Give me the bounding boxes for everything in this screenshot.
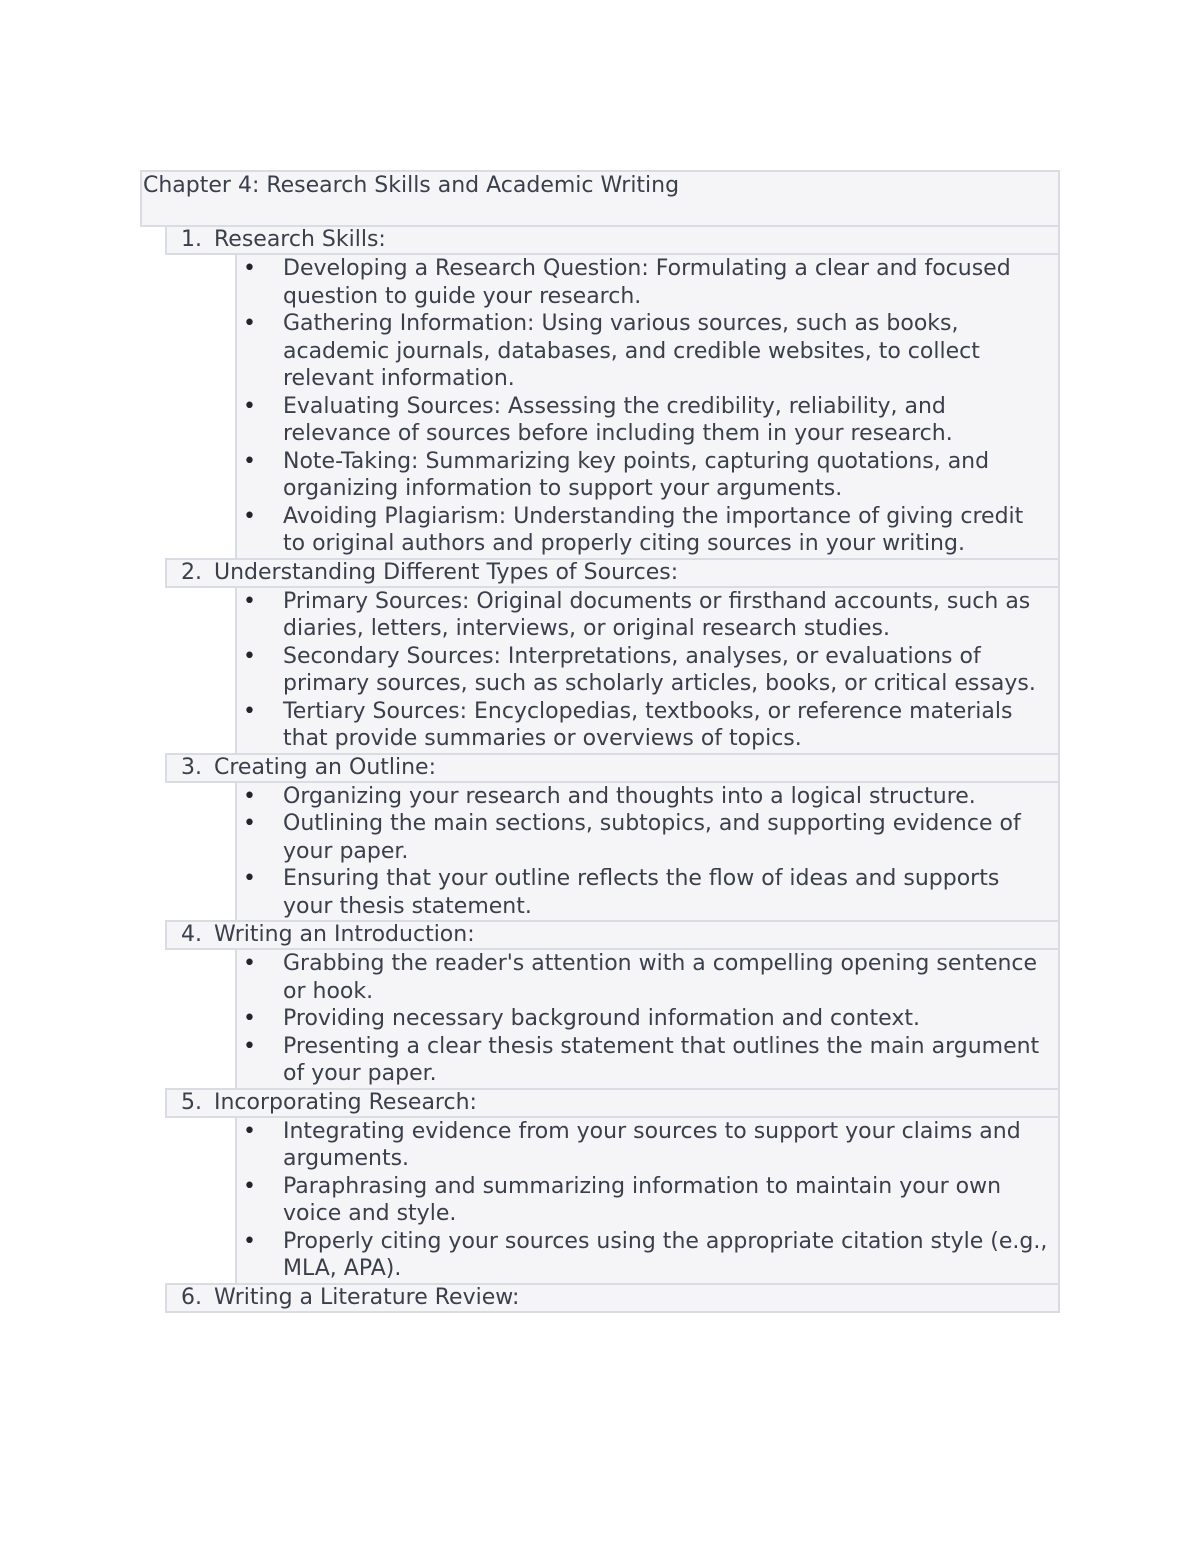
list-item: • Properly citing your sources using the appropriate citation style (e.g., MLA, APA). (237, 1228, 1052, 1283)
section-title: Research Skills: (214, 227, 386, 252)
section-heading (165, 920, 1060, 950)
section-1 (165, 225, 1060, 560)
list-item: • Secondary Sources: Interpretations, analyses, or evaluations of primary sources, such as scholarly articles, books, or critical essays. (237, 643, 1052, 698)
list-item: • Developing a Research Question: Formulating a clear and focused question to guide your research. (237, 255, 1052, 310)
bullet-list (235, 948, 1060, 1090)
section-heading (165, 753, 1060, 783)
bullet-list (235, 1116, 1060, 1285)
section-number: 4. (181, 922, 202, 947)
section-number: 1. (181, 227, 202, 252)
list-item: • Evaluating Sources: Assessing the credibility, reliability, and relevance of sources before including them in your research. (237, 393, 1052, 448)
list-item: • Primary Sources: Original documents or firsthand accounts, such as diaries, letters, interviews, or original research studies. (237, 588, 1052, 643)
section-5 (165, 1088, 1060, 1285)
section-title: Writing an Introduction: (214, 922, 475, 947)
section-title: Understanding Different Types of Sources: (214, 559, 679, 585)
bullet-list (235, 781, 1060, 923)
section-number: 3. (181, 754, 202, 780)
list-item: • Ensuring that your outline reflects the flow of ideas and supports your thesis statement. (237, 865, 1052, 920)
bullet-list (235, 253, 1060, 560)
section-heading (165, 558, 1060, 588)
section-2 (165, 558, 1060, 755)
list-item: • Avoiding Plagiarism: Understanding the importance of giving credit to original authors and properly citing sources in your writing. (237, 503, 1052, 558)
list-item: • Presenting a clear thesis statement that outlines the main argument of your paper. (237, 1033, 1052, 1088)
section-number: 2. (181, 559, 202, 585)
section-heading (165, 1088, 1060, 1118)
document (140, 170, 1060, 1313)
section-heading (165, 1283, 1060, 1313)
list-item: • Grabbing the reader's attention with a compelling opening sentence or hook. (237, 950, 1052, 1005)
section-3 (165, 753, 1060, 923)
section-title: Incorporating Research: (214, 1089, 477, 1115)
section-heading (165, 225, 1060, 255)
bullet-list (235, 586, 1060, 755)
section-title: Creating an Outline: (214, 754, 436, 780)
section-4 (165, 920, 1060, 1090)
document-title: Chapter 4: Research Skills and Academic Writing (140, 170, 1060, 200)
section-6 (165, 1283, 1060, 1313)
spacer-row (140, 198, 1060, 227)
list-item: • Note-Taking: Summarizing key points, capturing quotations, and organizing information to support your arguments. (237, 448, 1052, 503)
list-item: • Organizing your research and thoughts into a logical structure. (237, 783, 1052, 811)
list-item: • Tertiary Sources: Encyclopedias, textbooks, or reference materials that provide summaries or overviews of topics. (237, 698, 1052, 753)
list-item: • Providing necessary background information and context. (237, 1005, 1052, 1033)
list-item: • Paraphrasing and summarizing information to maintain your own voice and style. (237, 1173, 1052, 1228)
section-title: Writing a Literature Review: (214, 1284, 520, 1310)
list-item: • Gathering Information: Using various sources, such as books, academic journals, databases, and credible websites, to collect relevant information. (237, 310, 1052, 393)
list-item: • Integrating evidence from your sources to support your claims and arguments. (237, 1118, 1052, 1173)
section-number: 5. (181, 1089, 202, 1115)
section-number: 6. (181, 1284, 202, 1310)
list-item: • Outlining the main sections, subtopics, and supporting evidence of your paper. (237, 810, 1052, 865)
